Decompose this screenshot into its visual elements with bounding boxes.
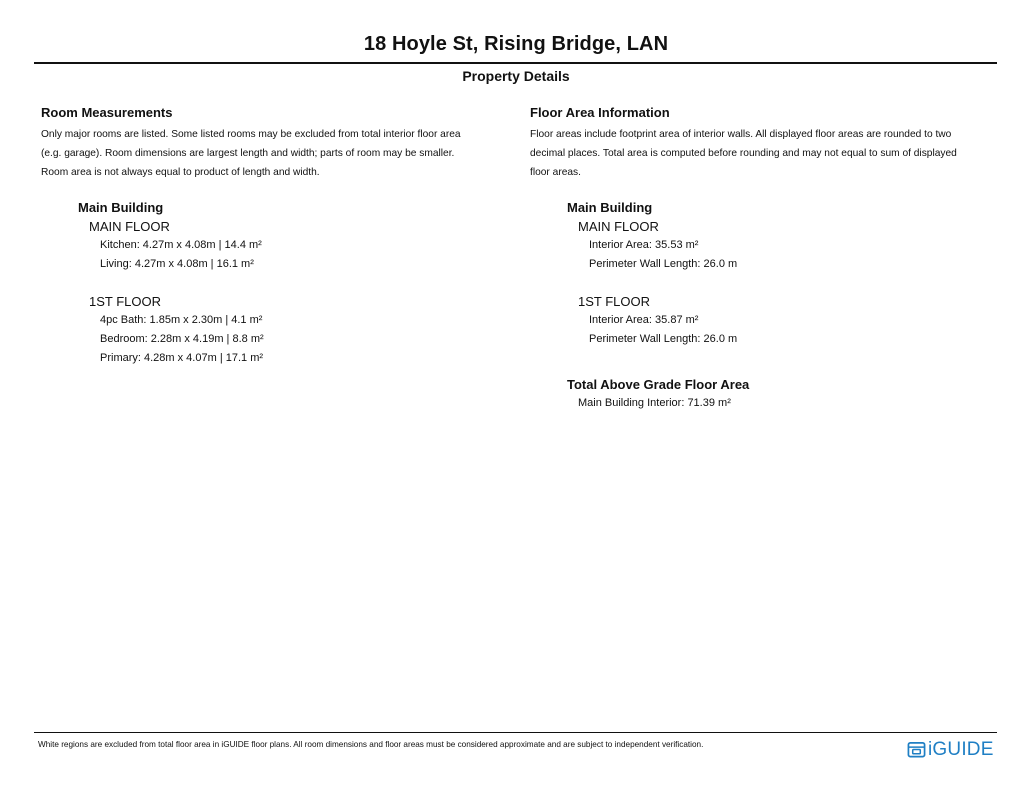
room-measurements-description [41,125,511,182]
area-item: Perimeter Wall Length: 26.0 m [589,333,738,345]
footer-divider [34,732,997,733]
room-item: Primary: 4.28m x 4.07m | 17.1 m² [100,352,264,364]
total-area-heading: Total Above Grade Floor Area [567,377,750,392]
total-area-item: Main Building Interior: 71.39 m² [578,397,731,409]
floor-name: MAIN FLOOR [578,219,659,234]
floor-area-section [530,105,1010,413]
room-item: Living: 4.27m x 4.08m | 16.1 m² [100,258,254,270]
building-block [78,198,511,368]
floor-block-main [578,217,1010,274]
room-item: 4pc Bath: 1.85m x 2.30m | 4.1 m² [100,314,263,326]
iguide-logo-text: iGUIDE [928,738,994,760]
room-measurements-heading: Room Measurements [41,105,173,120]
floor-area-description [530,125,1010,182]
room-item: Kitchen: 4.27m x 4.08m | 14.4 m² [100,239,262,251]
description-line: Room area is not always equal to product of length and width. [41,167,320,178]
floor-name: 1ST FLOOR [578,294,651,309]
area-item: Interior Area: 35.87 m² [589,314,699,326]
floor-block-1st [89,292,511,368]
page-subtitle: Property Details [462,68,570,84]
building-heading: Main Building [78,200,164,215]
total-area-block [567,375,1010,413]
floor-name: MAIN FLOOR [89,219,170,234]
room-item: Bedroom: 2.28m x 4.19m | 8.8 m² [100,333,264,345]
building-heading: Main Building [567,200,653,215]
floor-area-heading: Floor Area Information [530,105,670,120]
iguide-logo-icon [907,740,926,759]
description-line: floor areas. [530,167,581,178]
floor-block-1st [578,292,1010,349]
description-line: Floor areas include footprint area of interior walls. All displayed floor areas are rounded to two [530,129,952,140]
building-block [567,198,1010,349]
title-divider [34,62,997,64]
description-line: Only major rooms are listed. Some listed rooms may be excluded from total interior floor area [41,129,461,140]
area-item: Perimeter Wall Length: 26.0 m [589,258,738,270]
area-item: Interior Area: 35.53 m² [589,239,699,251]
floor-block-main [89,217,511,274]
footer-disclaimer: White regions are excluded from total floor area in iGUIDE floor plans. All room dimensions and floor areas must be considered approximate and are subject to independent verification. [38,740,704,749]
page-title: 18 Hoyle St, Rising Bridge, LAN [363,33,669,55]
room-measurements-section [41,105,511,368]
description-line: (e.g. garage). Room dimensions are largest length and width; parts of room may be smaller. [41,148,455,159]
iguide-logo [907,737,994,761]
description-line: decimal places. Total area is computed before rounding and may not equal to sum of displayed [530,148,957,159]
floor-name: 1ST FLOOR [89,294,162,309]
